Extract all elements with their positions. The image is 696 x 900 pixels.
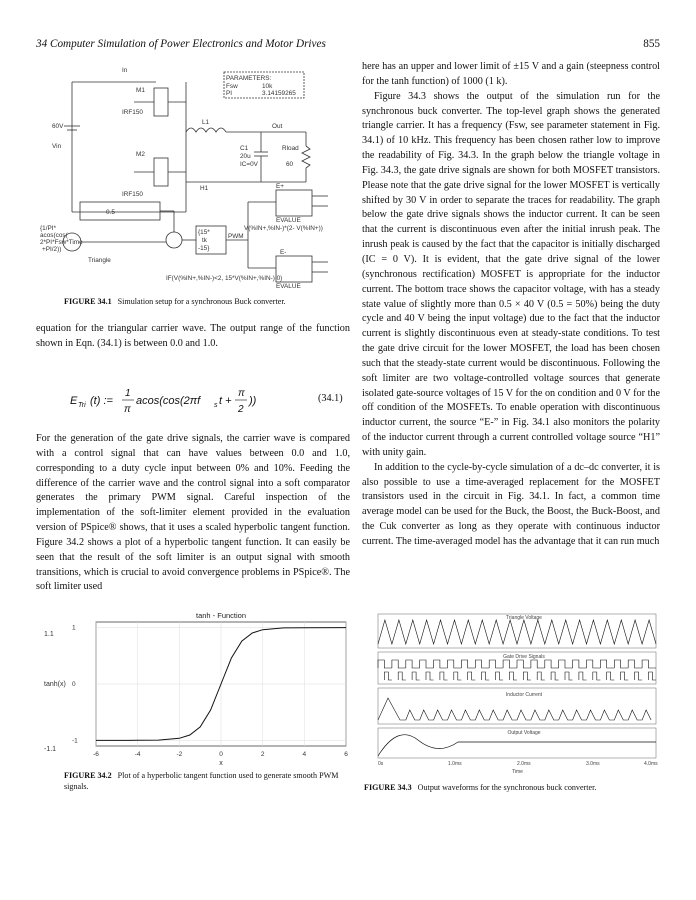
label-m2: M2 [136,151,145,158]
caption-label: FIGURE 34.2 [64,771,112,780]
label-vtri: {1/PI* [40,225,56,232]
label-60v: 60V [52,123,64,130]
label-gate1: V(%IN+,%IN-)*(2- V(%IN+)) [244,225,323,232]
figure-34-1-schematic [36,62,358,292]
x-label-time: Time [512,769,523,775]
figure-34-3-waveforms [364,606,660,776]
label-pi-val: 3.14159265 [262,90,296,97]
svg-text:s: s [214,402,218,409]
label-fsw: Fsw [226,83,238,90]
upper-gate-trace [378,660,656,668]
x-tick-label: 4 [302,751,307,758]
xtick-1: 1.0ms [448,761,462,767]
equation-34-1 [70,380,350,420]
label-eplus: E+ [276,183,284,190]
label-pi: PI [226,90,233,97]
label-evalue1: EVALUE [276,217,301,224]
label-ktable: {15* [198,229,210,236]
trace-label-current: Inductor Current [505,692,543,698]
x-tick-label: -2 [176,751,183,758]
label-v05: 0.5 [106,209,115,216]
svg-text:π: π [238,388,245,399]
y-tick-label: -1 [72,737,78,745]
label-triangle: Triangle [88,257,111,264]
label-in: In [122,67,128,74]
label-eminus: E- [280,249,287,256]
chart-title: tanh - Function [195,611,247,620]
label-c1: C1 [240,145,249,152]
running-header [36,38,660,50]
xtick-0: 0s [378,761,384,767]
svg-text:(t) :=: (t) := [90,395,113,407]
right-para-1: here has an upper and lower limit of ±15 V and a gain (steepness control for the tanh function) of 1000 (1 k). [362,61,660,87]
label-vtri3: 2*PI*Fsw*Time [40,239,83,246]
equation-number: (34.1) [318,393,343,404]
label-ktable2: tk [202,237,207,244]
caption-label: FIGURE 34.1 [64,297,112,306]
trace-label-gate: Gate Drive Signals [503,654,545,660]
y-outer-bottom: -1.1 [44,746,57,753]
figure-34-2-chart [40,610,356,770]
x-tick-label: 0 [219,751,223,758]
label-r-val: 60 [286,161,294,168]
xtick-4: 4.0ms [644,761,658,767]
left-column-top [36,322,350,352]
caption-text: Plot of a hyperbolic tangent function used to generate smooth PWM signals. [64,771,339,791]
label-params: PARAMETERS: [226,75,272,82]
inductor-current-trace [378,698,651,720]
caption-text: Output waveforms for the synchronous buck converter. [417,783,597,792]
label-m1: M1 [136,87,145,94]
xtick-2: 2.0ms [517,761,531,767]
svg-text:E: E [70,395,78,407]
svg-text:π: π [124,404,131,415]
xtick-3: 3.0ms [586,761,600,767]
x-tick-label: 6 [344,751,348,758]
label-l1: L1 [202,119,210,126]
svg-text:2: 2 [238,404,244,415]
svg-text:t +: t + [219,395,232,407]
x-tick-label: -6 [93,751,99,758]
label-gate2: IF(V(%IN+,%IN-)<2, 15*V(%IN+,%IN-) 0) [166,275,283,282]
label-vtri4: +PI/2)) [42,246,62,253]
trace-label-output: Output Voltage [507,730,541,736]
label-vtri2: acos(cos( [40,232,68,239]
label-irf2: IRF150 [122,191,143,198]
label-pwm: PWM [228,233,244,240]
label-ic: IC=0V [240,161,258,168]
left-para-1: equation for the triangular carrier wave. The output range of the function shown in Eqn. (34.1) is between 0.0 and 1.0. [36,323,350,349]
caption-text: Simulation setup for a synchronous Buck converter. [117,297,286,306]
trace-label-triangle: Triangle Voltage [506,615,542,621]
right-para-2: Figure 34.3 shows the output of the simulation run for the synchronous buck converter. The top-level graph shows the generated triangle carrier. It has a frequency (Fsw, see parameter statement in Fig. 34.1) of 10 kHz. This frequency has been chosen rather low to improve the readability of Fig. 34.3. In the graph below the triangle voltage in Fig. 34.3, the gate drive signals are shown for both MOSFET transistors. Please note that the gate drive signal for the lower MOSFET is vertically shifted by 30 V in order to separate the traces for readability. The graph below the gate drive signals shows the inductor current. It can be seen that the current is discontinuous even after the initial inrush peak. The inrush peak is caused by the fact that the capacitor is initially discharged (IC = 0 V). It is evident, that the gate drive signal of the lower (synchronous rectification) MOSFET is appropriate for the inductor current. The bottom trace shows the capacitor voltage, with has a steady state value of slightly more than 0.5 × 40 V (0.5 = 50%) being the duty cycle and 40 V being the input voltage) due to the fact that the inductor current is slightly discontinuous even at steady-state conditions. To test the gate drive circuit for the lower MOSFET, the load has been chosen such that the steady-state current would be discontinuous. Following the soft limiter are two voltage-controlled voltage sources that generate isolated gate-source voltages of 15 V for the on condition and 0 V for the off condition of the MOSFETs. To enable operation with discontinuous inductor current, the source “E-” in Fig. 34.1 also monitors the polarity of the inductor current through a current controlled voltage source “H1” with unity gain. [362,90,661,458]
y-outer-top: 1.1 [44,631,54,638]
label-irf1: IRF150 [122,109,143,116]
label-vin: Vin [52,143,62,150]
label-cap-val: 20u [240,153,251,160]
running-title: 34 Computer Simulation of Power Electronics and Motor Drives [36,38,326,50]
svg-text:acos(cos(2πf: acos(cos(2πf [136,395,201,407]
label-rload: Rload [282,145,299,152]
right-column [362,60,660,550]
page-number: 855 [643,38,660,50]
svg-text:)): )) [249,395,257,407]
triangle-voltage-trace [378,620,656,644]
x-tick-label: 2 [260,751,265,758]
left-column-bottom [36,432,350,595]
y-tick-label: 0 [72,681,76,688]
y-axis-label: tanh(x) [44,681,66,688]
lower-gate-trace [384,672,656,680]
svg-text:Tri: Tri [78,402,86,409]
y-tick-label: 1 [72,624,76,632]
right-para-3: In addition to the cycle-by-cycle simulation of a dc–dc converter, it is also possible to use a time-averaged replacement for the MOSFET transistors used in the circuit in Fig. 34.1. In fact, a common time average model can be used for the Buck, the Boost, the Buck-Boost, and the Cuk converter as long as they operate with continuous inductor current. The time-averaged model has the advantage that it can run much [362,461,660,547]
label-fsw-val: 10k [262,83,273,90]
figure-34-2-caption [64,770,354,792]
label-h1: H1 [200,185,209,192]
figure-34-1-caption [64,296,364,307]
label-out: Out [272,123,283,130]
figure-34-3-caption [364,782,664,793]
output-voltage-trace [378,735,656,756]
label-evalue2: EVALUE [276,283,301,290]
caption-label: FIGURE 34.3 [364,783,412,792]
x-axis-label: x [219,760,223,767]
label-ktable3: -15} [198,245,210,252]
left-para-2: For the generation of the gate drive signals, the carrier wave is compared with a control signal that can have values between 0.0 and 1.0, corresponding to a duty cycle input between 0% and 10%. Feeding the difference of the carrier wave and the control signal into a soft comparator generates the primary PWM signal. Careful inspection of the implementation of the soft-limiter element provided in the evaluation version of PSpice® shows, that it uses a scaled hyperbolic tangent function. Figure 34.2 shows a plot of a hyperbolic tangent function. It can easily be seen that the result of the soft limiter is an output signal with smooth transitions, which is crucial to avoid convergence problems in PSpice®. The soft limiter used [36,433,350,593]
x-tick-label: -4 [134,751,141,758]
svg-text:1: 1 [125,388,131,399]
